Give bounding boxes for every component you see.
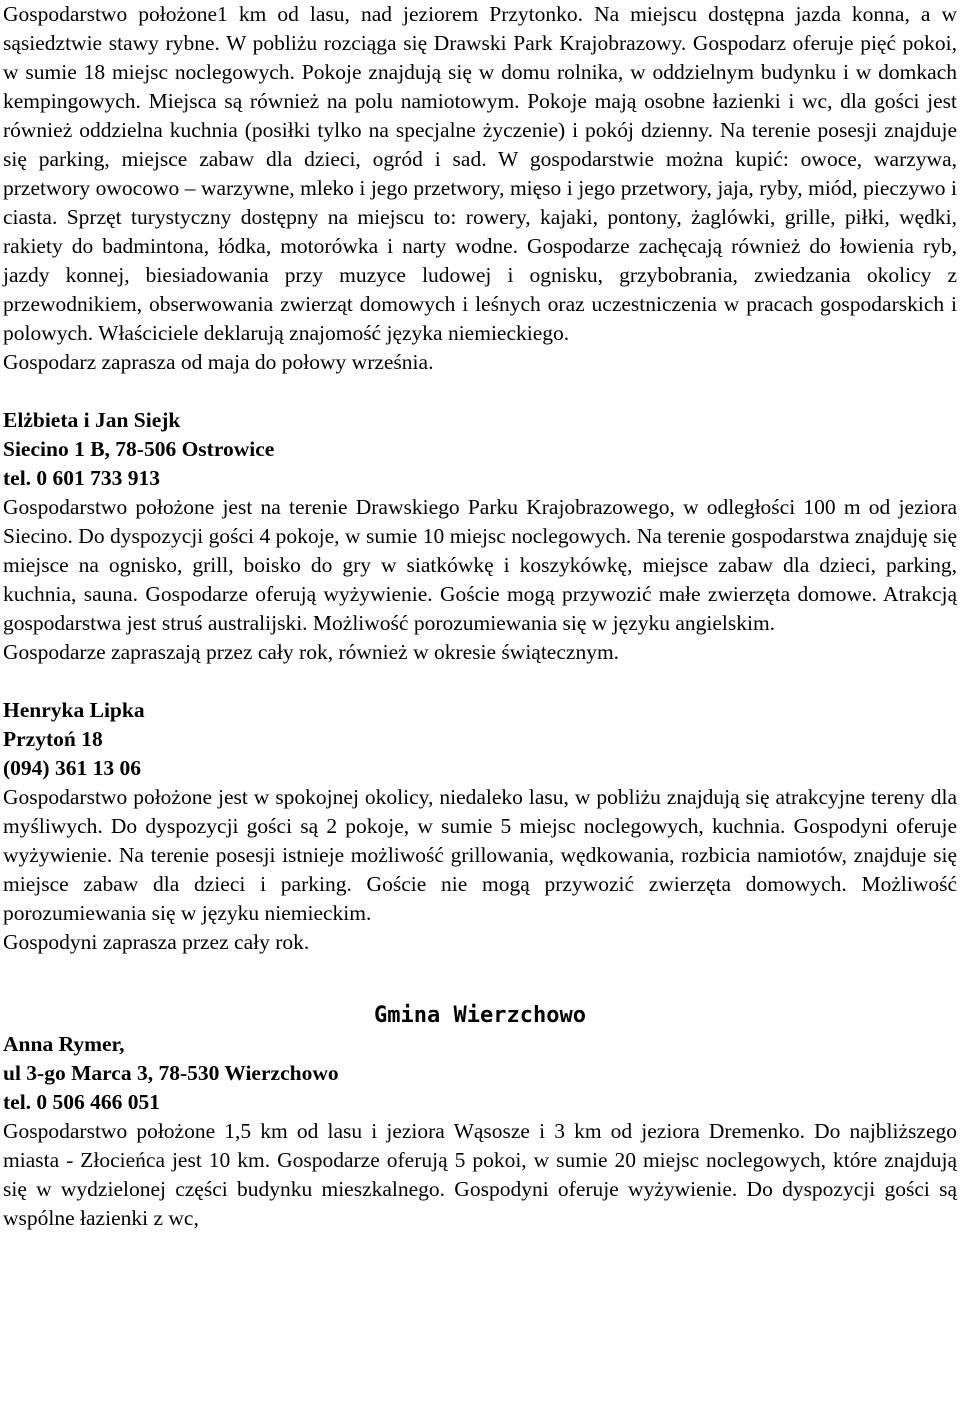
- listing-2-description: Gospodarstwo położone jest w spokojnej okolicy, niedaleko lasu, w pobliżu znajdują się atrakcyjne tereny dla myśliwych. Do dyspozycji gości są 2 pokoje, w sumie 5 miejsc noclegowych, kuchnia. Gospodyni oferuje wyżywienie. Na terenie posesji istnieje możliwość grillowania, wędkowania, rozbicia namiotów, znajduje się miejsce zabaw dla dzieci i parking. Goście nie mogą przywozić zwierzęta domowych. Możliwość porozumiewania się w języku niemieckim.: [3, 785, 957, 925]
- listing-1-closing: Gospodarze zapraszają przez cały rok, również w okresie świątecznym.: [3, 640, 620, 664]
- listing-1-phone: tel. 0 601 733 913: [3, 466, 161, 490]
- listing-1-name: Elżbieta i Jan Siejk: [3, 408, 181, 432]
- listing-3-phone: tel. 0 506 466 051: [3, 1090, 161, 1114]
- listing-3-name: Anna Rymer,: [3, 1032, 125, 1056]
- spacer: [3, 957, 957, 1001]
- listing-2-phone: (094) 361 13 06: [3, 756, 141, 780]
- listing-1-address: Siecino 1 B, 78-506 Ostrowice: [3, 437, 275, 461]
- intro-paragraph: Gospodarstwo położone1 km od lasu, nad jeziorem Przytonko. Na miejscu dostępna jazda konna, a w sąsiedztwie stawy rybne. W pobliżu rozciąga się Drawski Park Krajobrazowy. Gospodarz oferuje pięć pokoi, w sumie 18 miejsc noclegowych. Pokoje znajdują się w domu rolnika, w oddzielnym budynku i w domkach kempingowych. Miejsca są również na polu namiotowym. Pokoje mają osobne łazienki i wc, dla gości jest również oddzielna kuchnia (posiłki tylko na specjalne życzenie) i pokój dzienny. Na terenie posesji znajduje się parking, miejsce zabaw dla dzieci, ogród i sad. W gospodarstwie można kupić: owoce, warzywa, przetwory owocowo – warzywne, mleko i jego przetwory, mięso i jego przetwory, jaja, ryby, miód, pieczywo i ciasta. Sprzęt turystyczny dostępny na miejscu to: rowery, kajaki, pontony, żaglówki, grille, piłki, wędki, rakiety do badmintona, łódka, motorówka i narty wodne. Gospodarze zachęcają również do łowienia ryb, jazdy konnej, biesiadowania przy muzyce ludowej i ognisku, grzybobrania, zwiedzania okolicy z przewodnikiem, obserwowania zwierząt domowych i leśnych oraz uczestniczenia w pracach gospodarskich i polowych. Właściciele deklarują znajomość języka niemieckiego.: [3, 2, 957, 345]
- spacer: [3, 377, 957, 406]
- listing-1-description: Gospodarstwo położone jest na terenie Drawskiego Parku Krajobrazowego, w odległości 100 m od jeziora Siecino. Do dyspozycji gości 4 pokoje, w sumie 10 miejsc noclegowych. Na terenie gospodarstwa znajduję się miejsce na ognisko, grill, boisko do gry w siatkówkę i koszykówkę, miejsce zabaw dla dzieci, parking, kuchnia, sauna. Gospodarze oferują wyżywienie. Goście mogą przywozić małe zwierzęta domowe. Atrakcją gospodarstwa jest struś australijski. Możliwość porozumiewania się w języku angielskim.: [3, 495, 957, 635]
- listing-2-address: Przytoń 18: [3, 727, 103, 751]
- listing-3-description: Gospodarstwo położone 1,5 km od lasu i jeziora Wąsosze i 3 km od jeziora Dremenko. Do najbliższego miasta - Złocieńca jest 10 km. Gospodarze oferują 5 pokoi, w sumie 20 miejsc noclegowych, które znajdują się w wydzielonej części budynku mieszkalnego. Gospodyni oferuje wyżywienie. Do dyspozycji gości są wspólne łazienki z wc,: [3, 1119, 957, 1230]
- listing-3-address: ul 3-go Marca 3, 78-530 Wierzchowo: [3, 1061, 339, 1085]
- document-page: [3, 0, 957, 1233]
- listing-2-name: Henryka Lipka: [3, 698, 145, 722]
- intro-closing: Gospodarz zaprasza od maja do połowy września.: [3, 350, 434, 374]
- listing-2-closing: Gospodyni zaprasza przez cały rok.: [3, 930, 310, 954]
- spacer: [3, 667, 957, 696]
- section-title: Gmina Wierzchowo: [374, 1003, 586, 1028]
